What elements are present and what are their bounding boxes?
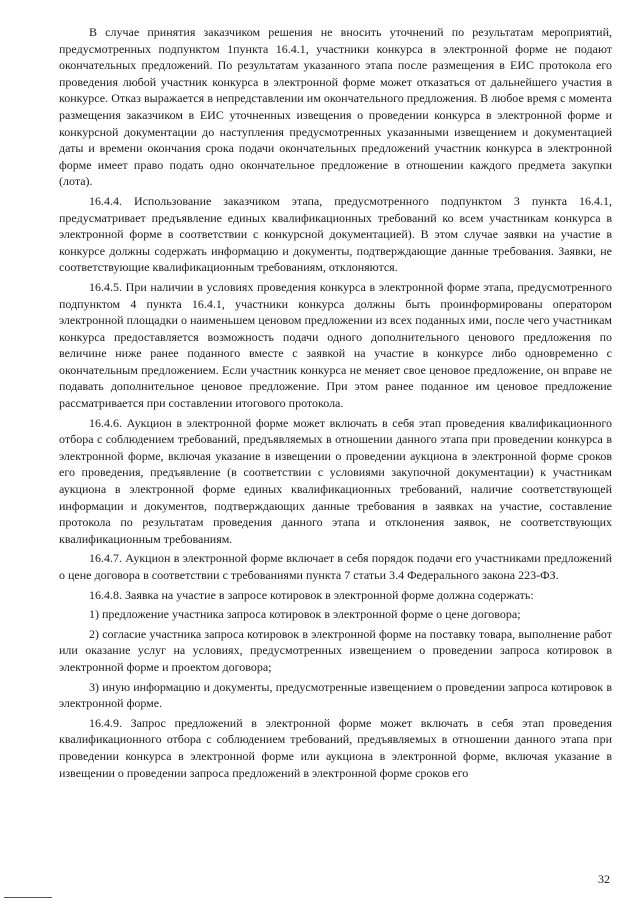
- paragraph-16-4-5: 16.4.5. При наличии в условиях проведения конкурса в электронной форме этапа, предусмотренного подпунктом 4 пункта 16.4.1, участники конкурса должны быть проинформированы оператором электронной площадки о наименьшем ценовом предложении из всех поданных ими, после чего участникам конкурса предоставляется возможность подачи одного дополнительного ценового предложения по величине ниже ранее поданного вместе с заявкой на участие в конкурсе либо одновременно с окончательным предложением. Если участник конкурса не меняет свое ценовое предложение, он вправе не подавать дополнительное ценовое предложение. При этом ранее поданное им ценовое предложение рассматривается при составлении итогового протокола.: [59, 279, 612, 411]
- paragraph-16-4-4: 16.4.4. Использование заказчиком этапа, предусмотренного подпунктом 3 пункта 16.4.1, предусматривает предъявление единых квалификационных требований ко всем участникам конкурса в электронной форме в соответствии с конкурсной документацией). В этом случае заявки на участие в конкурсе должны содержать информацию и документы, подтверждающие данные требования. Заявки, не соответствующие квалификационным требованиям, отклоняются.: [59, 193, 612, 275]
- paragraph-16-4-6: 16.4.6. Аукцион в электронной форме может включать в себя этап проведения квалификационного отбора с соблюдением требований, предъявляемых в отношении данного этапа при проведении конкурса в электронной форме, включая указание в извещении о проведении аукциона в электронной форме сроков его проведения, предъявление (в соответствии с условиями закупочной документации) к участникам аукциона в электронной форме единых квалификационных требований, наличие соответствующей информации и документов, подтверждающих данные требования в заявках на участие, составление протокола по результатам проведения данного этапа и отклонения заявок, не соответствующих квалификационным требованиям.: [59, 415, 612, 546]
- list-item-2: 2) согласие участника запроса котировок в электронной форме на поставку товара, выполнение работ или оказание услуг на условиях, предусмотренных извещением о проведении запроса котировок в электронной форме и проектом договора;: [59, 626, 612, 674]
- paragraph-16-4-8: 16.4.8. Заявка на участие в запросе котировок в электронной форме должна содержать:: [89, 587, 534, 602]
- list-item-1: 1) предложение участника запроса котировок в электронной форме о цене договора;: [89, 607, 521, 622]
- paragraph-final-offers: В случае принятия заказчиком решения не вносить уточнений по результатам мероприятий, предусмотренных подпунктом 1пункта 16.4.1, участники конкурса в электронной форме не подают окончательных предложений. По результатам указанного этапа после размещения в ЕИС протокола его проведения любой участник конкурса в электронной форме может отказаться от дальнейшего участия в конкурсе. Отказ выражается в непредставлении им окончательного предложения. В любое время с момента размещения заказчиком в ЕИС уточненных извещения о проведении конкурса в электронной форме и конкурсной документации до наступления предусмотренных указанными извещением и документацией даты и времени окончания срока подачи окончательных предложений участник конкурса в электронной форме имеет право подать одно окончательное предложение в отношении каждого предмета закупки (лота).: [59, 25, 612, 189]
- list-item-3: 3) иную информацию и документы, предусмотренные извещением о проведении запроса котировок в электронной форме.: [59, 679, 612, 711]
- footer-rule: [4, 897, 52, 898]
- paragraph-16-4-9: 16.4.9. Запрос предложений в электронной форме может включать в себя этап проведения квалификационного отбора с соблюдением требований, предъявляемых в отношении данного этапа при проведении конкурса в электронной форме или аукциона в электронной форме, включая указание в извещении о проведении запроса предложений в электронной форме сроков его: [59, 715, 612, 780]
- paragraph-16-4-7: 16.4.7. Аукцион в электронной форме включает в себя порядок подачи его участниками предложений о цене договора в соответствии с требованиями пункта 7 статьи 3.4 Федерального закона 223-ФЗ.: [59, 551, 612, 582]
- page-number: 32: [598, 872, 610, 886]
